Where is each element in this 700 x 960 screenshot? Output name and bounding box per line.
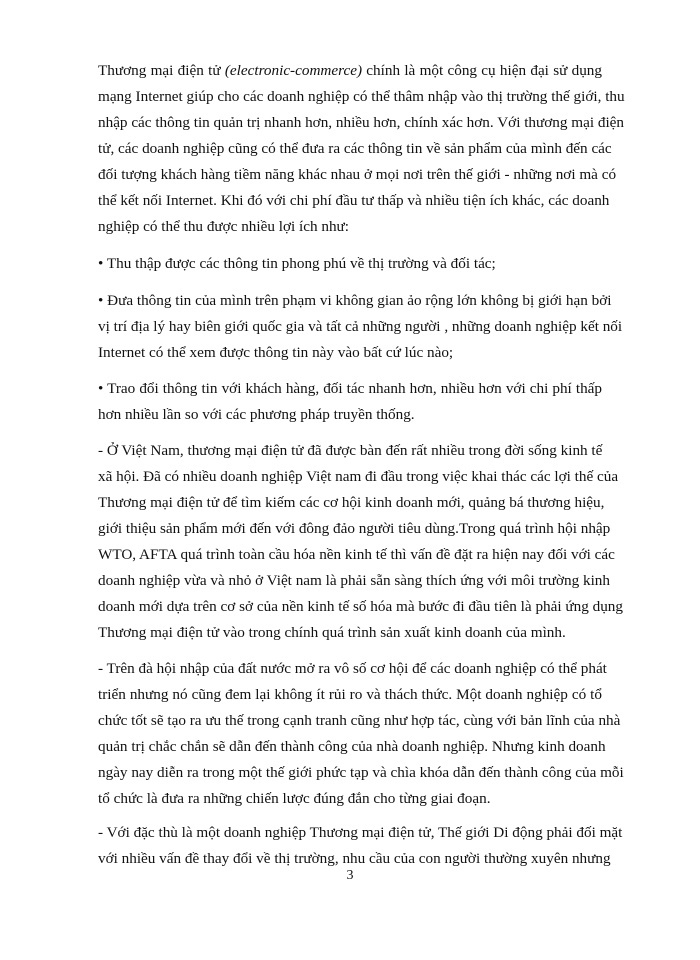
text-line: ngày nay diễn ra trong một thế giới phức tạp và chìa khóa dẫn đến thành công của mỗi <box>98 764 624 781</box>
paragraph-the-gioi-di-dong <box>98 820 623 872</box>
text-line: Thương mại điện tử (electronic-commerce) chính là một công cụ hiện đại sử dụng <box>98 62 602 79</box>
text-line: đối tượng khách hàng tiềm năng khác nhau ở mọi nơi trên thế giới - những nơi mà có <box>98 166 617 183</box>
paragraph-vietnam-ecommerce <box>98 438 623 646</box>
text-line: • Trao đổi thông tin với khách hàng, đối tác nhanh hơn, nhiều hơn với chi phí thấp <box>98 380 602 397</box>
text-line: - Trên đà hội nhập của đất nước mở ra vô số cơ hội để các doanh nghiệp có thể phát <box>98 660 607 677</box>
text-line: quản trị chắc chắn sẽ dẫn đến thành công của nhà doanh nghiệp. Nhưng kinh doanh <box>98 738 606 755</box>
paragraph-ecommerce-intro <box>98 58 625 240</box>
text-line: với nhiều vấn đề thay đổi về thị trường, nhu cầu của con người thường xuyên nhưng <box>98 850 611 867</box>
text-line: Thương mại điện tử vào trong chính quá trình sản xuất kinh doanh của mình. <box>98 624 566 641</box>
text-line: Internet có thể xem được thông tin này vào bất cứ lúc nào; <box>98 344 454 361</box>
italic-term: (electronic-commerce) <box>224 62 363 79</box>
text-line: hơn nhiều lần so với các phương pháp truyền thống. <box>98 406 415 423</box>
text-line: nghiệp có thể thu được nhiều lợi ích như: <box>98 218 350 235</box>
text-line: - Với đặc thù là một doanh nghiệp Thương mại điện tử, Thế giới Di động phải đối mặt <box>98 824 623 841</box>
bullet-item-virtual-space <box>98 288 623 366</box>
text-line: mạng Internet giúp cho các doanh nghiệp có thể thâm nhập vào thị trường thế giới, thu <box>98 88 625 105</box>
text-line: chức tốt sẽ tạo ra ưu thế trong cạnh tranh cũng như hợp tác, cùng với bản lĩnh của nhà <box>98 712 621 729</box>
bullet-item-communication <box>98 376 602 428</box>
text-line: • Thu thập được các thông tin phong phú về thị trường và đối tác; <box>98 255 496 272</box>
text-line: thể kết nối Internet. Khi đó với chi phí đầu tư thấp và nhiều tiện ích khác, các doanh <box>98 192 610 209</box>
text-line: tổ chức là đưa ra những chiến lược đúng đắn cho từng giai đoạn. <box>98 790 491 807</box>
text-line: doanh mới dựa trên cơ sở của nền kinh tế số hóa mà bước đi đầu tiên là phải ứng dụng <box>98 598 623 615</box>
page-number: 3 <box>346 868 354 883</box>
text-line: - Ở Việt Nam, thương mại điện tử đã được bàn đến rất nhiều trong đời sống kinh tế <box>98 442 603 459</box>
text-line: doanh nghiệp vừa và nhỏ ở Việt nam là phải sẵn sàng thích ứng với môi trường kinh <box>98 572 610 589</box>
text-line: nhập các thông tin quản trị nhanh hơn, nhiều hơn, chính xác hơn. Với thương mại điện <box>98 114 624 131</box>
text-line: WTO, AFTA quá trình toàn cầu hóa nền kinh tế thì vấn đề đặt ra hiện nay đối với các <box>98 546 615 563</box>
paragraph-integration <box>98 656 624 812</box>
bullet-item-market-info <box>98 251 602 277</box>
text-line: xã hội. Đã có nhiều doanh nghiệp Việt nam đi đầu trong việc khai thác các lợi thế của <box>98 468 619 485</box>
text-line: • Đưa thông tin của mình trên phạm vi không gian ảo rộng lớn không bị giới hạn bởi <box>98 292 612 309</box>
text-line: triển nhưng nó cũng đem lại không ít rủi ro và thách thức. Một doanh nghiệp có tổ <box>98 686 602 703</box>
text-line: tử, các doanh nghiệp cũng có thể đưa ra các thông tin về sản phẩm của mình đến các <box>98 140 612 157</box>
text-line: giới thiệu sản phẩm mới đến với đông đảo người tiêu dùng.Trong quá trình hội nhập <box>98 520 611 537</box>
text-line: Thương mại điện tử để tìm kiếm các cơ hội kinh doanh mới, quảng bá thương hiệu, <box>98 494 605 511</box>
text-line: vị trí địa lý hay biên giới quốc gia và tất cả những người , những doanh nghiệp kết nối <box>98 318 623 335</box>
